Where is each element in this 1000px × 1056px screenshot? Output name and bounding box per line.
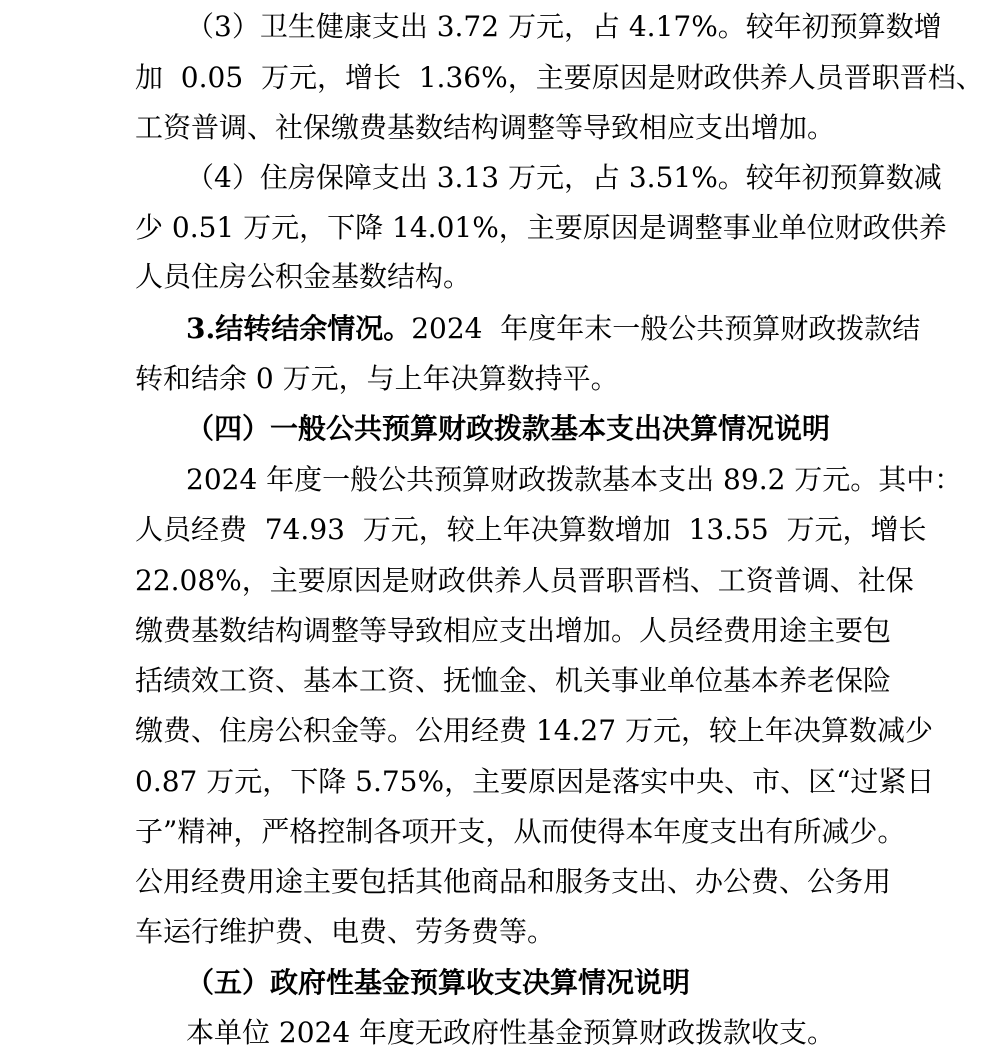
paragraph-line: 括绩效工资、基本工资、抚恤金、机关事业单位基本养老保险	[135, 664, 892, 697]
paragraph-line: 转和结余 0 万元，与上年决算数持平。	[135, 362, 619, 395]
paragraph-line: 缴费基数结构调整等导致相应支出增加。人员经费用途主要包	[135, 614, 892, 647]
paragraph-line: 本单位 2024 年度无政府性基金预算财政拨款收支。	[186, 1016, 836, 1049]
paragraph-line: 少 0.51 万元，下降 14.01%，主要原因是调整事业单位财政供养	[135, 211, 947, 244]
section-lead-text: 2024 年度年末一般公共预算财政拨款结	[411, 312, 921, 345]
section-heading: （五）政府性基金预算收支决算情况说明	[186, 966, 691, 999]
paragraph-line: （3）卫生健康支出 3.72 万元，占 4.17%。较年初预算数增	[186, 10, 942, 43]
paragraph-line: 人员经费 74.93 万元，较上年决算数增加 13.55 万元，增长	[135, 513, 927, 546]
paragraph-line	[0, 308, 1000, 350]
paragraph-line: 加 0.05 万元，增长 1.36%，主要原因是财政供养人员晋职晋档、	[135, 61, 984, 94]
paragraph-line: 0.87 万元，下降 5.75%，主要原因是落实中央、市、区“过紧日	[135, 765, 935, 798]
paragraph-line: 缴费、住房公积金等。公用经费 14.27 万元，较上年决算数减少	[135, 714, 933, 747]
paragraph-line: 人员住房公积金基数结构。	[135, 260, 472, 293]
paragraph-line: 车运行维护费、电费、劳务费等。	[135, 915, 556, 948]
paragraph-line: 2024 年度一般公共预算财政拨款基本支出 89.2 万元。其中：	[186, 463, 963, 496]
paragraph-line: 22.08%，主要原因是财政供养人员晋职晋档、工资普调、社保	[135, 564, 914, 597]
paragraph-line: 工资普调、社保缴费基数结构调整等导致相应支出增加。	[135, 111, 836, 144]
paragraph-line: （4）住房保障支出 3.13 万元，占 3.51%。较年初预算数减	[186, 161, 942, 194]
section-lead: 3.结转结余情况。	[186, 312, 412, 345]
paragraph-line: 子”精神，严格控制各项开支，从而使得本年度支出有所减少。	[135, 815, 906, 848]
paragraph-line: 公用经费用途主要包括其他商品和服务支出、办公费、公务用	[135, 865, 892, 898]
section-heading: （四）一般公共预算财政拨款基本支出决算情况说明	[186, 412, 831, 445]
